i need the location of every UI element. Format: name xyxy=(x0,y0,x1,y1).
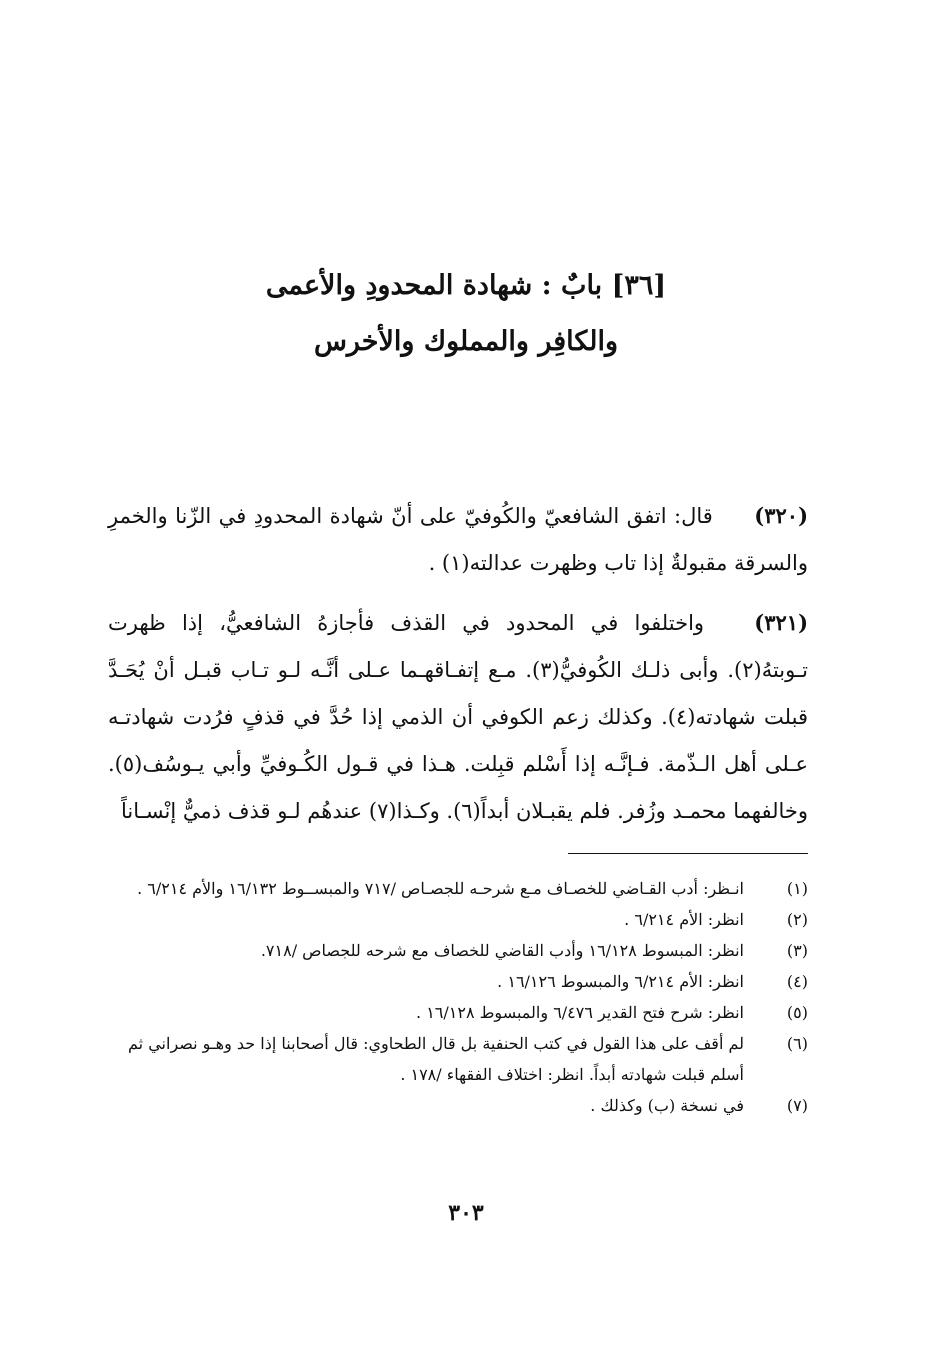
footnote-item xyxy=(108,997,808,1028)
paragraph-text: قال: اتفق الشافعيّ والكُوفيّ على أنّ شهادة المحدودِ في الزّنا والخمرِ والسرقة مقبولةٌ إذا تاب وظهرت عدالته(١) . xyxy=(108,504,808,575)
chapter-title-line-2: والكافِر والمملوك والأخرس xyxy=(313,326,619,357)
footnote-text: لم أقف على هذا القول في كتب الحنفية بل قال الطحاوي: قال أصحابنا إذا حد وهـو نصراني ثم أسلم قبلت شهادته أبداً. انظر: اختلاف الفقهاء /١٧٨ . xyxy=(128,1034,744,1084)
footnotes-list xyxy=(108,873,808,1121)
paragraph-number: (٣٢١) xyxy=(754,610,808,635)
footnote-number: (٣) xyxy=(786,941,808,960)
paragraph-number: (٣٢٠) xyxy=(754,503,808,528)
footnote-text: انظر: الأم ٦/٢١٤ والمبسوط ١٦/١٢٦ . xyxy=(497,972,744,991)
chapter-title xyxy=(110,258,822,370)
footnote-item xyxy=(108,1028,808,1090)
paragraph-321 xyxy=(108,599,808,835)
paragraph-320 xyxy=(108,492,808,587)
footnote-number: (٢) xyxy=(786,910,808,929)
footnote-number: (٥) xyxy=(786,1003,808,1022)
footnote-separator xyxy=(568,853,808,854)
chapter-title-line-1: [٣٦] بابٌ : شهادة المحدودِ والأعمى xyxy=(265,270,667,301)
paragraph-text: واختلفوا في المحدود في القذف فأجازهُ الشافعيُّ، إذا ظهرت تـوبتهُ(٢). وأبى ذلـك الكُوفيُّ(٣). مـع إتفـاقهـما عـلى أنَّـه لـو تـاب قبـل أنْ يُحَـدَّ قبلت شهادته(٤). وكذلك زعم الكوفي أن الذمي إذا حُدَّ في قذفٍ فرُدت شهادتـه عـلى أهل الـذّمة. فـإنَّـه إذا أَسْلم قبِلت. هـذا في قـول الكُـوفيِّ وأبي يـوسُف(٥). وخالفهما محمـد وزُفر. فلم يقبـلان أبداً(٦). وكـذا(٧) عندهُم لـو قذف ذميٌّ إنْسـاناً xyxy=(108,611,808,823)
footnote-item xyxy=(108,873,808,904)
footnote-item xyxy=(108,935,808,966)
footnote-number: (٤) xyxy=(786,972,808,991)
footnote-item xyxy=(108,1090,808,1121)
footnote-number: (٧) xyxy=(786,1096,808,1115)
footnote-number: (١) xyxy=(786,879,808,898)
footnote-item xyxy=(108,904,808,935)
footnote-text: انظر: شرح فتح القدير ٦/٤٧٦ والمبسوط ١٦/١٢٨ . xyxy=(416,1003,744,1022)
footnote-item xyxy=(108,966,808,997)
footnote-text: انـظر: أدب القـاضي للخصـاف مـع شرحـه للجصـاص /٧١٧ والمبســوط ١٦/١٣٢ والأم ٦/٢١٤ . xyxy=(137,879,744,898)
footnote-text: في نسخة (ب) وكذلك . xyxy=(590,1096,744,1115)
page-number: ٣٠٣ xyxy=(448,1200,484,1226)
footnote-number: (٦) xyxy=(786,1034,808,1053)
footnote-text: انظر: الأم ٦/٢١٤ . xyxy=(624,910,744,929)
footnote-text: انظر: المبسوط ١٦/١٢٨ وأدب القاضي للخصاف مع شرحه للجصاص /٧١٨. xyxy=(260,941,744,960)
